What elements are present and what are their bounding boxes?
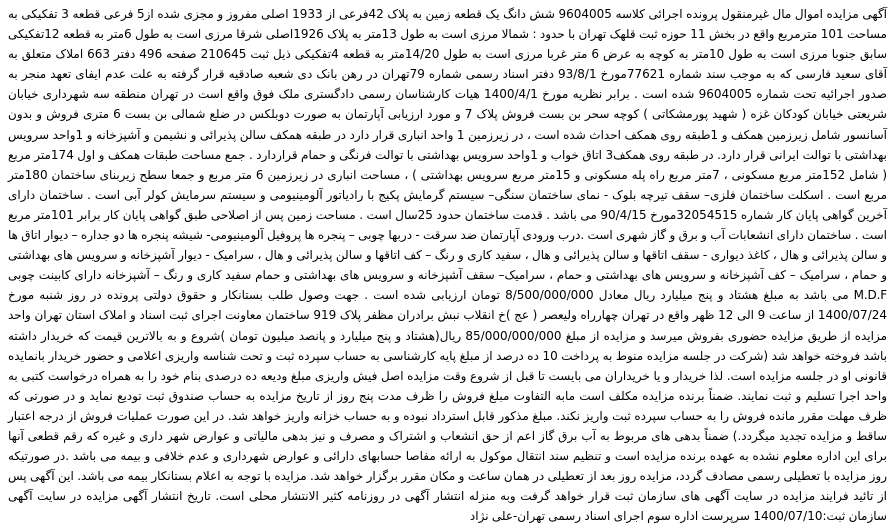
auction-notice-text: آگهی مزایده اموال مال غیرمنقول پرونده اجرائی کلاسه 9604005 شش دانگ یک قطعه زمین به پلاک 42فرعی از 1933 اصلی مفروز و مجزی شده از5 فرعی قطعه 3 تفکیکی به مساحت 101 مترمربع واقع در بخش 11 حوزه ثبت قلهک تهران با حدود : شمالا مرزی است به طول 13متر به پلاک 1926اصلی شرقا مرزی است به طول 6متر به قطعه 12تفکیکی سابق جنوبا مرزی است به طول 10متر به کوچه به عرض 6 متر غربا مرزی است به طول 14/20متر به قطعه 4تفکیکی ذیل ثبت 210645 صفحه 496 دفتر 663 املاک متعلق به آقای سعید فارسی که به موجب سند شماره 77621مورخ 93/8/1 دفتر اسناد رسمی شماره 79تهران در رهن بانک دی شعبه صادقیه قرار گرفته به علت عدم ایفای تعهد منجر به صدور اجرائیه تحت شماره 9604005 شده است . برابر نظریه مورخ 1400/4/1 هیات کارشناسان رسمی دادگستری ملک فوق واقع است در تهران منطقه سه شهرداری خیابان شریعتی خیابان کودکان غزه ( شهید پورمشکاتی ) کوچه سحر بن بست فروش پلاک 7 و مورد ارزیابی آپارتمان به صورت دوبلکس در ضلع شمالی بن بست 6 متری فروش و بدون آسانسور شامل زیرزمین همکف و 1طبقه روی همکف احداث شده است ، در زیرزمین 1 واحد انباری قرار دارد در طبقه همکف سالن پذیرائی و نشیمن و آشپزخانه و 1واحد سرویس بهداشتی با توالت ایرانی قرار دارد. در طبقه روی همکف3 اتاق خواب و 1واحد سرویس بهداشتی با توالت فرنگی و حمام قراردارد . جمع مساحت طبقات همکف و اول 174متر مربع ( شامل 152متر مربع مسکونی ، 7متر مربع راه پله مسکونی و 15متر مربع سرویس بهداشتی ) ، مساحت انباری در زیرزمین 6 متر مربع و جمعا سطح زیربنای ساختمان 180متر مربع است . اسکلت ساختمان فلزی– سقف تیرچه بلوک - نمای ساختمان سنگی– سیستم گرمایش پکیج با رادیاتور آلومینیومی و سیستم سرمایش کولر آبی است . ساختمان دارای آخرین گواهی پایان کار شماره 32054515مورخ 90/4/15 می باشد . قدمت ساختمان حدود 25سال است . مساحت زمین پس از اصلاحی طبق گواهی پایان کار برابر 101متر مربع است . ساختمان دارای انشعابات آب و برق و گاز شهری است .درب ورودی آپارتمان ضد سرقت - دربها چوبی – پنجره ها پروفیل آلومینیومی- شیشه پنجره ها دو جداره – دیوار اتاق ها و سالن پذیرائی و هال ، کاغذ دیواری - سقف اتاقها و سالن پذیرائی و هال ، سفید کاری و رنگ – کف اتاقها و سالن پذیرائی و هال ، سرامیک - دیوار آشپزخانه و سرویس های بهداشتی و حمام ، سرامیک – کف آشپزخانه و سرویس های بهداشتی و حمام ، سرامیک– سقف آشپزخانه و سرویس های بهداشتی و حمام سفید کاری و رنگ – آشپزخانه دارای کابینت چوبی M.D.F می باشد به مبلغ هشتاد و پنج میلیارد ریال معادل 8/500/000/000 تومان ارزیابی شده است . جهت وصول طلب بستانکار و حقوق دولتی پرونده در روز شنبه مورخ 1400/07/24 از ساعت 9 الی 12 ظهر واقع در تهران چهارراه ولیعصر ( عج )خ انقلاب نبش برادران مظفر پلاک 919 ساختمان معاونت اجرای ثبت اسناد و املاک استان تهران واحد مزایده از طریق مزایده حضوری بفروش میرسد و مزایده از مبلغ 85/000/000/000 ریال(هشتاد و پنج میلیارد و پانصد میلیون تومان )شروع و به بالاترین قیمت که خریدار داشته باشد فروخته خواهد شد (شرکت در جلسه مزایده منوط به پرداخت 10 ده درصد از مبلغ پایه کارشناسی به حساب سپرده ثبت و تحت شناسه واریزی اعلامی و حضور خریدار بانمایده قانونی او در جلسه مزایده است. لذا خریدار و یا خریداران می بایست تا قبل از شروع وقت مزایده اصل فیش واریزی مبلغ ودیعه ده درصدی بنام خود را به همراه درخواست کتبی به واحد اجرا تسلیم و ثبت نمایند. ضمناً برنده مزایده مکلف است مابه التفاوت مبلغ فروش را ظرف مدت پنج روز از تاریخ مزایده به حساب صندوق ثبت تودیع نماید و در صورتی که ظرف مهلت مقرر مانده فروش را به حساب سپرده ثبت واریز نکند. مبلغ مذکور قابل استرداد نبوده و به حساب خزانه واریز خواهد شد. در این صورت عملیات فروش از درجه اعتبار ساقط و مزایده تجدید میگردد.) ضمناً بدهی های مربوط به آب برق گاز اعم از حق انشعاب و اشتراک و مصرف و نیز بدهی مالیاتی و عوارض شهر داری و غیره که رقم قطعی آنها برای این اداره معلوم نشده به عهده برنده مزایده است و تنظیم سند انتقال موکول به ارائه مفاصا حسابهای دارائی و عوارض شهرداری و عدم خلافی و بیمه می باشد .در صورتیکه روز مزایده با تعطیلی رسمی مصادف گردد، مزایده روز بعد از تعطیلی در همان ساعت و مکان مقرر برگزار خواهد شد. مزایده با توجه به اعلام بستانکار بیمه می باشد. این آگهی پس از تائید فرایند مزایده در سایت آگهی های سازمان ثبت قرار خواهد گرفت وبه منزله انتشار آگهی در روزنامه کثیر الانتشار محلی است. تاریخ انتشار آگهی مزایده در سایت آگهی سازمان ثبت:1400/07/10 سرپرست اداره سوم اجرای اسناد رسمی تهران-علی نژاد bbox=[8, 7, 888, 524]
